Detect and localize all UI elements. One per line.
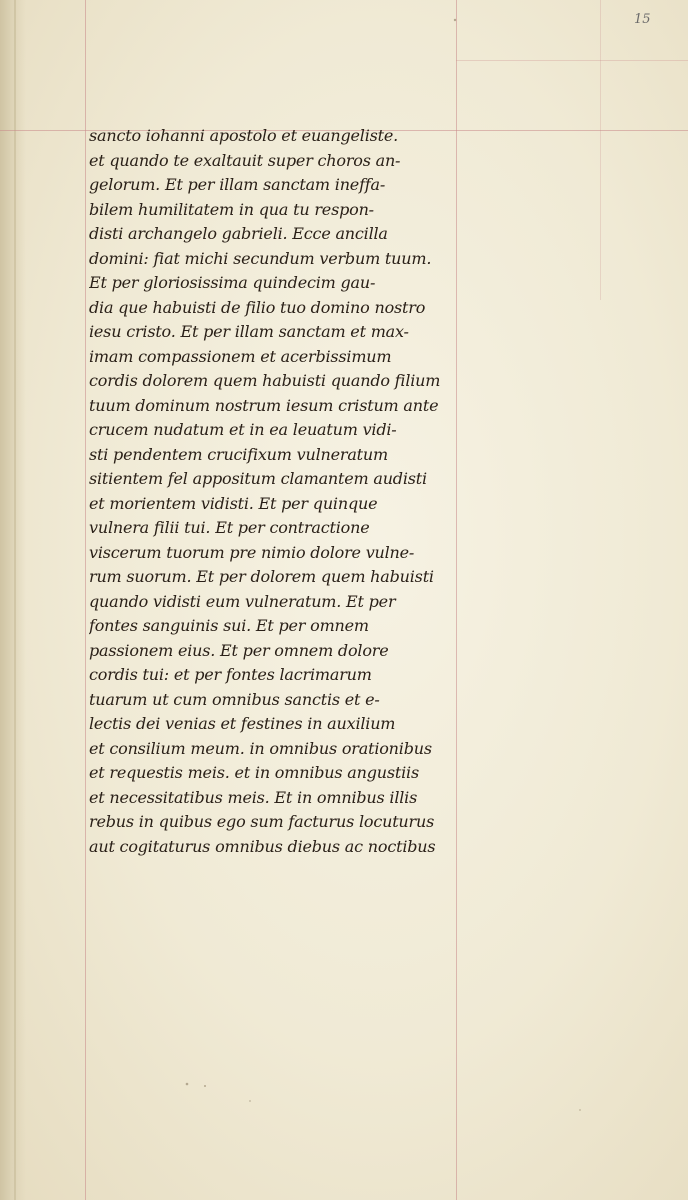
text-line: viscerum tuorum pre nimio dolore vulne- <box>89 542 415 562</box>
text-line: imam compassionem et acerbissimum <box>89 346 392 366</box>
text-line: sti pendentem crucifixum vulneratum <box>89 444 388 464</box>
text-line: bilem humilitatem in qua tu respon- <box>89 199 374 219</box>
text-line: Et per gloriosissima quindecim gau- <box>89 273 376 292</box>
text-line: et quando te exaltauit super choros an- <box>89 150 401 170</box>
text-line: iesu cristo. Et per illam sanctam et max- <box>89 322 409 341</box>
text-line: cordis dolorem quem habuisti quando filium <box>89 371 441 390</box>
text-line: gelorum. Et per illam sanctam ineffa- <box>89 175 386 194</box>
text-line: tuum dominum nostrum iesum cristum ante <box>89 395 439 415</box>
text-line: vulnera filii tui. Et per contractione <box>89 518 370 537</box>
text-line: et requestis meis. et in omnibus angustiis <box>89 763 419 782</box>
text-line: rum suorum. Et per dolorem quem habuisti <box>89 567 434 586</box>
text-line: fontes sanguinis sui. Et per omnem <box>89 616 369 635</box>
text-line: passionem eius. Et per omnem dolore <box>89 640 389 660</box>
text-line: et necessitatibus meis. Et in omnibus illis <box>89 787 418 807</box>
text-line: cordis tui: et per fontes lacrimarum <box>89 665 372 684</box>
text-line: sancto iohanni apostolo et euangeliste. <box>89 126 399 145</box>
text-line: sitientem fel appositum clamantem audisti <box>89 469 427 488</box>
text-line: crucem nudatum et in ea leuatum vidi- <box>89 420 397 439</box>
text-line: tuarum ut cum omnibus sanctis et e- <box>89 689 380 709</box>
text-line: disti archangelo gabrieli. Ecce ancilla <box>89 224 388 243</box>
text-line: et consilium meum. in omnibus orationibus <box>89 738 432 758</box>
text-line: aut cogitaturus omnibus diebus ac noctibus <box>89 836 436 856</box>
text-line: rebus in quibus ego sum facturus locuturus <box>89 812 435 831</box>
text-line: et morientem vidisti. Et per quinque <box>89 493 378 513</box>
text-line: domini: fiat michi secundum verbum tuum. <box>89 248 432 268</box>
text-line: lectis dei venias et festines in auxilium <box>89 714 396 733</box>
text-line: dia que habuisti de filio tuo domino nostro <box>89 297 426 317</box>
folio-number: 15 <box>634 12 651 27</box>
text-line: quando vidisti eum vulneratum. Et per <box>89 591 396 611</box>
